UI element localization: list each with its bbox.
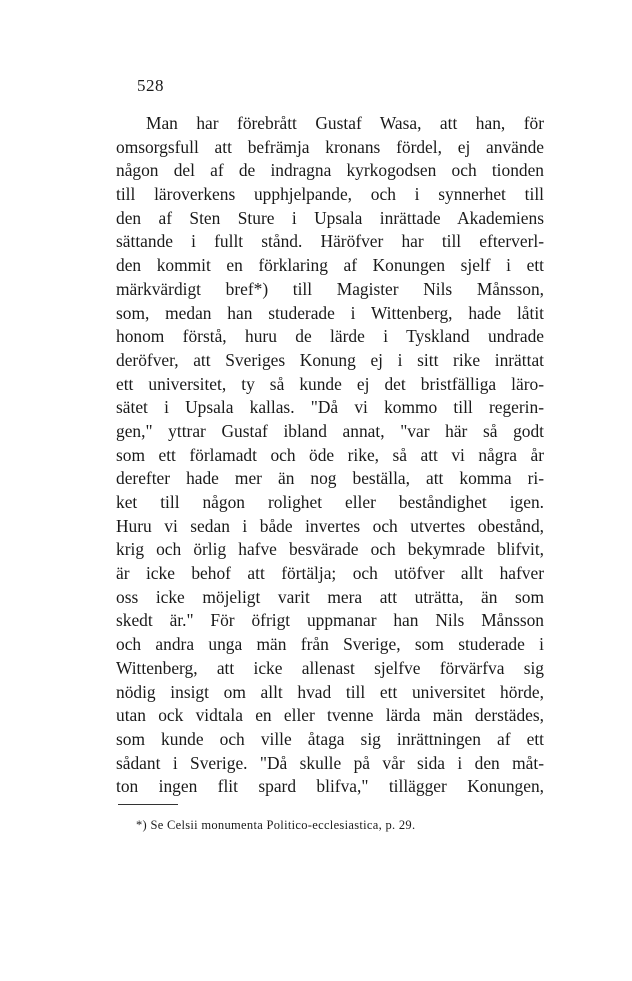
text-line: utan ock vidtala en eller tvenne lärda män derstädes, — [116, 705, 544, 726]
text-line: märkvärdigt bref*) till Magister Nils Månsson, — [116, 278, 544, 299]
text-line: oss icke möjeligt varit mera att uträtta, än som — [116, 586, 544, 607]
text-line: Man har förebrått Gustaf Wasa, att han, för — [146, 113, 544, 133]
text-line: sådant i Sverige. "Då skulle på vår sida i den måt- — [116, 752, 544, 773]
text-line: som, medan han studerade i Wittenberg, hade låtit — [116, 302, 544, 323]
text-line: till läroverkens upphjelpande, och i synnerhet till — [116, 184, 544, 205]
page-number: 528 — [137, 76, 164, 95]
text-line: krig och örlig hafve besvärade och bekymrade blifvit, — [116, 539, 544, 560]
text-line: som kunde och ville åtaga sig inrättningen af ett — [116, 728, 544, 749]
text-line: någon del af de indragna kyrkogodsen och tionden — [116, 160, 544, 181]
footnote: *) Se Celsii monumenta Politico-ecclesiastica, p. 29. — [136, 818, 416, 832]
text-line: Wittenberg, att icke allenast sjelfve förvärfva sig — [116, 657, 544, 678]
footnote-rule — [118, 804, 178, 805]
text-line: skedt är." För öfrigt uppmanar han Nils Månsson — [116, 610, 544, 631]
text-line: ket till någon rolighet eller beståndighet igen. — [116, 492, 544, 512]
text-line: omsorgsfull att befrämja kronans fördel, ej använde — [116, 136, 544, 157]
text-line: sätet i Upsala kallas. "Då vi kommo till regerin- — [116, 397, 544, 418]
text-line: är icke behof att förtälja; och utöfver allt hafver — [116, 563, 544, 584]
text-line: honom förstå, huru de lärde i Tyskland undrade — [116, 326, 544, 347]
text-line: som ett förlamadt och öde rike, så att vi några år — [116, 444, 544, 465]
text-line: ett universitet, ty så kunde ej det bristfälliga läro- — [116, 373, 544, 394]
text-line: derefter hade mer än nog beställa, att komma ri- — [116, 468, 544, 489]
text-line: deröfver, att Sveriges Konung ej i sitt rike inrättat — [116, 349, 544, 370]
text-line: nödig insigt om allt hvad till ett universitet hörde, — [116, 681, 544, 702]
text-line: den af Sten Sture i Upsala inrättade Akademiens — [116, 207, 544, 228]
text-line: sättande i fullt stånd. Häröfver har till efterverl- — [116, 231, 544, 252]
text-line: den kommit en förklaring af Konungen sjelf i ett — [116, 255, 544, 276]
body-text — [116, 112, 544, 799]
text-line: och andra unga män från Sverige, som studerade i — [116, 634, 544, 655]
text-line: Huru vi sedan i både invertes och utvertes obestånd, — [116, 515, 544, 536]
text-line: ton ingen flit spard blifva," tillägger Konungen, — [116, 776, 544, 797]
text-line: gen," yttrar Gustaf ibland annat, "var här så godt — [116, 420, 544, 441]
